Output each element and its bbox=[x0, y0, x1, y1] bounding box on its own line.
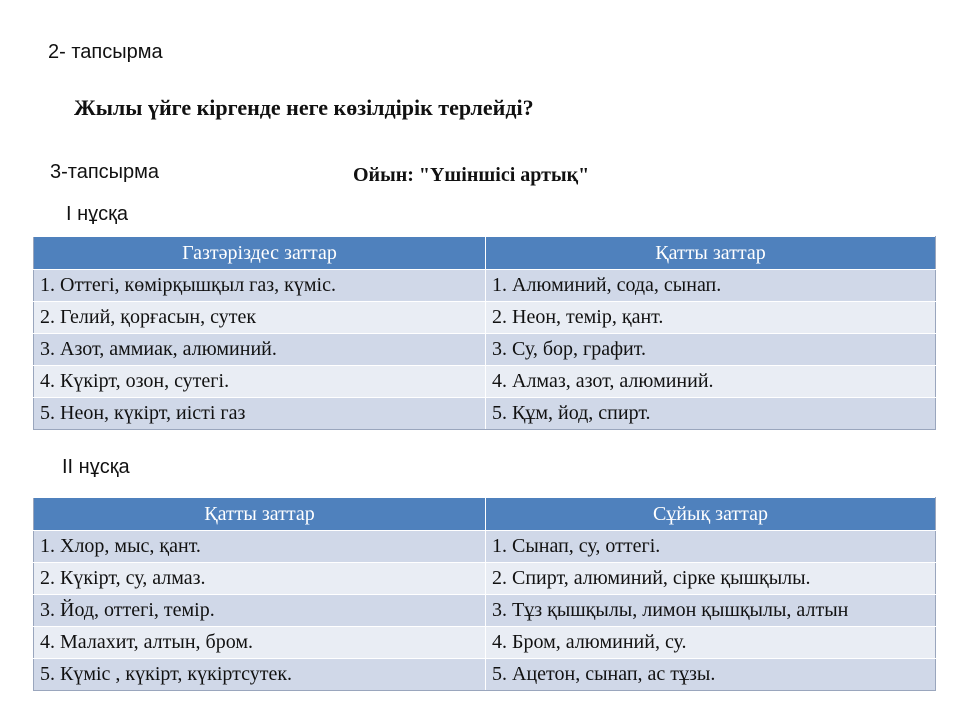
table-row bbox=[34, 595, 936, 627]
table-cell: 2. Күкірт, су, алмаз. bbox=[34, 563, 486, 595]
table-cell: 3. Тұз қышқылы, лимон қышқылы, алтын bbox=[486, 595, 936, 627]
game-title: Ойын: "Үшіншісі артық" bbox=[353, 164, 590, 186]
table-cell: 5. Ацетон, сынап, ас тұзы. bbox=[486, 659, 936, 691]
column-header: Газтәріздес заттар bbox=[34, 237, 486, 270]
table-cell: 4. Күкірт, озон, сутегі. bbox=[34, 366, 486, 398]
table-row bbox=[34, 270, 936, 302]
table-cell: 5. Құм, йод, спирт. bbox=[486, 398, 936, 430]
table-cell: 5. Күміс , күкірт, күкіртсутек. bbox=[34, 659, 486, 691]
table-cell: 3. Су, бор, графит. bbox=[486, 334, 936, 366]
table-cell: 4. Малахит, алтын, бром. bbox=[34, 627, 486, 659]
table-cell: 4. Алмаз, азот, алюминий. bbox=[486, 366, 936, 398]
task3-label: 3-тапсырма bbox=[50, 161, 160, 183]
table-cell: 1. Алюминий, сода, сынап. bbox=[486, 270, 936, 302]
table-cell: 2. Неон, темір, қант. bbox=[486, 302, 936, 334]
table-row bbox=[34, 302, 936, 334]
table-cell: 2. Спирт, алюминий, сірке қышқылы. bbox=[486, 563, 936, 595]
table-row bbox=[34, 563, 936, 595]
table-cell: 2. Гелий, қорғасын, сутек bbox=[34, 302, 486, 334]
table-cell: 1. Хлор, мыс, қант. bbox=[34, 531, 486, 563]
table-row bbox=[34, 334, 936, 366]
variant1-table bbox=[33, 236, 936, 430]
column-header: Сұйық заттар bbox=[486, 498, 936, 531]
task2-label: 2- тапсырма bbox=[48, 41, 163, 63]
table-cell: 3. Азот, аммиак, алюминий. bbox=[34, 334, 486, 366]
table-row bbox=[34, 627, 936, 659]
table-row bbox=[34, 366, 936, 398]
variant1-label: І нұсқа bbox=[66, 203, 129, 225]
task2-question: Жылы үйге кіргенде неге көзілдірік терлейді? bbox=[74, 95, 534, 120]
table-cell: 1. Сынап, су, оттегі. bbox=[486, 531, 936, 563]
table-row bbox=[34, 398, 936, 430]
table-row bbox=[34, 531, 936, 563]
table-header-row bbox=[34, 498, 936, 531]
variant2-table bbox=[33, 497, 936, 691]
table-cell: 3. Йод, оттегі, темір. bbox=[34, 595, 486, 627]
table-row bbox=[34, 659, 936, 691]
variant2-label: ІІ нұсқа bbox=[62, 456, 130, 478]
column-header: Қатты заттар bbox=[34, 498, 486, 531]
table-cell: 4. Бром, алюминий, су. bbox=[486, 627, 936, 659]
table-cell: 5. Неон, күкірт, иісті газ bbox=[34, 398, 486, 430]
table-cell: 1. Оттегі, көмірқышқыл газ, күміс. bbox=[34, 270, 486, 302]
table-header-row bbox=[34, 237, 936, 270]
column-header: Қатты заттар bbox=[486, 237, 936, 270]
